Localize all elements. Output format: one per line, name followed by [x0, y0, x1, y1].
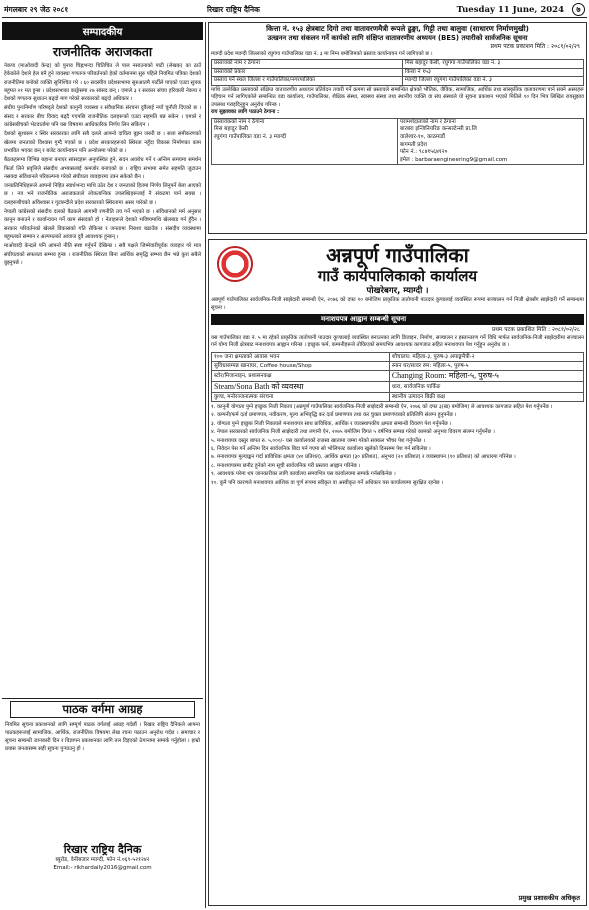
page-header	[2, 2, 587, 18]
header-paper-name: रिखार राष्ट्रिय दैनिक	[207, 4, 260, 14]
notice-heading-bar: मनाशयपत्र आह्वान सम्बन्धी सूचना	[211, 314, 584, 325]
municipality-name: अन्नपूर्ण गाउँपालिका	[326, 243, 469, 267]
reader-address: ब्युरोड, वेनीबजार म्याग्दी, फोन नं.०६९-५२१२४२	[55, 857, 150, 863]
table-cell: स्नान घर/सावर रुम: महिला-५, पुरुष-५	[389, 361, 583, 370]
consultant-address: परामर्शदाताको नाम र ठेगाना बारबरा इन्जिनियरिङ कन्सल्टेन्सी प्रा.लि वालेश्वर-१०, काठमाडौं बागमती प्रदेश फोन नं.: ९८४१५६४१२० इमेल : barbaraengineering9@gmail.com	[398, 118, 584, 165]
left-column	[2, 22, 203, 908]
table-row	[212, 77, 584, 86]
header-date-en-text: Tuesday 11 June, 2024	[456, 5, 564, 15]
editorial-paragraph: जनप्रतिनिधिहरूले आफ्नो निहित स्वार्थभन्दा माथि उठेर देश र जनताको हितमा निर्णय लिनुपर्ने बेला आएको छ । नत्र भने राजनीतिक अराजकताले लोकतान्त्रिक उपलब्धिहरूलाई नै संकटमा पार्न सक्छ । दलहरूबीचको अविश्वास र गुटबन्दीले प्रदेश सरकारको स्थिरतामा असर पारेको छ ।	[4, 183, 201, 206]
page-number: ७	[572, 3, 585, 16]
table-cell: प्रस्तावको नाम र ठेगाना	[212, 60, 403, 69]
reader-publisher: रिखार राष्ट्रिय दैनिक	[63, 843, 142, 856]
editorial-paragraph: देशको सुशासन र स्थिर सरकारका लागि सबै दलले आफ्नो दायित्व बुझ्न जरुरी छ । सत्ता समीकरणको खेलमा जनताको विश्वास गुम्दै गएको छ । प्रदेश सरकारहरूको स्थिरता नहुँदा विकास निर्माणका काम प्रभावित भएका छन् र बजेट कार्यान्वयन पनि अन्योलमा परेको छ ।	[4, 131, 201, 154]
editorial-banner: सम्पादकीय	[2, 22, 203, 40]
list-item: ६. निवेदन पेस गर्ने अन्तिम दिन सार्वजनिक बिदा पर्न गएमा सो भोलिपल्ट कार्यालय खुलेको दिनसम्म पेश गर्न सकिनेछ ।	[211, 446, 431, 452]
office-address: पोखरेबगर, म्याग्दी ।	[366, 286, 429, 296]
table-cell: धारा, सार्वजनिक पार्किङ	[389, 381, 583, 392]
nepal-emblem-icon	[217, 246, 253, 282]
bes-notice-body: माथि उल्लेखित प्रस्तावको संक्षिप्त वातावरणीय अध्ययन प्रतिवेदन तयारी गर्ने क्रममा सो प्रस्तावले सम्बन्धित क्षेत्रको भौतिक, जैविक, सामाजिक, आर्थिक तथा सांस्कृतिक वातावरणमा पार्न सक्ने असरहरू पहिचान गर्न लागिएकोले सम्बन्धित वडा कार्यालय, गाउँपालिका, शैक्षिक संस्था, स्वास्थ्य संस्था तथा स्थानीय व्यक्ति वा संघ संस्थाले यो सूचना प्रकाशन भएको मितिले १० दिन भित्र लिखित रायसुझाव उपलब्ध गराइदिनुहुन अनुरोध गरिन्छ ।	[211, 86, 584, 108]
bes-notice-date: प्रथम पटक प्रकाशन मिति : २०८१/०२/२९	[490, 42, 580, 50]
list-item: १. कानुनी योग्यता पुग्ने इच्छुक निजी निकाय (अन्नपूर्ण गाउँपालिका सार्वजनिक-निजी साझेदारी सम्बन्धी ऐन, २०७६ को दफा ३(ख) बमोजिम) ले आवश्यक कागजात सहित पेश गर्नुपर्नेछ ।	[211, 403, 553, 410]
reader-appeal-body: नियमित सूचना प्रकाशनको लागि सम्पूर्ण पाठक वर्गलाई आग्रह गर्दछौं । रिखार राष्ट्रिय दैनिकले आफ्ना पाठकहरूलाई सामाजिक, आर्थिक, राजनीतिक विषयमा लेख रचना पठाउन अनुरोध गर्दछ । समाचार र सूचना सम्बन्धी जानकारी दिन र विज्ञापन प्रकाशनका लागि तल दिइएको ठेगानामा सम्पर्क गर्नुहोला । हाम्रो प्रयास जनतासम्म सही सूचना पुर्‍याउनु हो ।	[5, 722, 200, 752]
list-item: ९. आवश्यक परेमा थप जानकारीका लागि कार्यालय समयभित्र यस कार्यालयमा सम्पर्क गर्नसकिनेछ ।	[211, 471, 396, 478]
table-cell: स्थानीय उत्पादन बिक्री कक्ष	[389, 392, 583, 401]
bes-address-title: राय सुझावका लागि पठाउने ठेगाना :	[211, 109, 280, 116]
right-column	[208, 22, 587, 908]
header-date-np: मंगलबार २९ जेठ २०८१	[4, 4, 69, 14]
table-cell: १०० जना क्षमताको आवास भवन	[212, 352, 390, 361]
table-cell: Steam/Sona Bath को व्यवस्था	[212, 381, 390, 392]
list-item: ५. मनाशयपत्र दस्तुर बापत रु. ५,०००/- यस कार्यालयको राजस्व खातामा जम्मा गरेको सक्कल भौचर पेश गर्नुपर्नेछ ।	[211, 437, 426, 444]
proposer-address: प्रस्तावकको नाम र ठेगाना मिस बहादुर केसी रघुगंगा गाउँपालिका वडा नं. ३ म्याग्दी	[212, 118, 398, 165]
bes-address-table	[211, 118, 584, 166]
editorial-paragraph: बैठकहरूमा विभिन्न बहाना बनाएर सांसदहरू अनुपस्थित हुने, सदन अवरोध गर्ने र अन्तिम समयमा समर्थन फिर्ता लिने प्रवृत्तिले संसदीय अभ्यासलाई कमजोर बनाएको छ । राष्ट्रिय सभामा समेत सहमति जुटाउन नसक्दा संविधानले परिकल्पना गरेको संघीयता व्यवहारमा उत्रन सकेको छैन ।	[4, 157, 201, 180]
table-cell: कुण्ड, मनोरञ्जनात्मक संरचना	[212, 392, 390, 401]
reader-email: Email:- rikhardaily2016@gmail.com	[53, 864, 152, 871]
table-cell: स्टोर/मिजानाइन, प्रशासनकक्ष	[212, 370, 390, 381]
table-cell: म्याग्दी जिल्ला रघुगंगा गाउँपालिका वडा नं. ३	[402, 77, 583, 86]
annapurna-notice-date: प्रथम पटक प्रकाशित मिति : २०८१/०२/२८	[491, 327, 580, 334]
table-cell: प्रस्ताव पर्ने स्थल जिल्ला र गाउँपालिका/नगरपालिका	[212, 77, 403, 86]
annapurna-intro: अन्नपूर्ण गाउँपालिका सार्वजनिक-निजी साझेदारी सम्बन्धी ऐन, २०७६ को दफा १० बमोजिम प्राकृतिक तातोपानी पाउदार कुण्डलाई व्यवस्थित रूपमा सञ्चालन गर्न निजी क्षेत्रसँग साझेदारी गर्ने सम्बन्धमा सूचना ।	[211, 297, 584, 311]
editorial-paragraph: संघीय पुनःनिर्माण परिषद्ले देशको कानुनी व्यवस्था र संवैधानिक संरचना दुवैलाई नयाँ चुनौती दिएको छ । संसद र सरकार बीच विवाद बढ्दै गएपछि राजनीतिक दलहरूको एउटा सहमति बन्न सकेन । एमाले र कांग्रेसबीचको भेटवार्तामा पनि यस विषयमा आधिकारिक निर्णय लिन सकिएन ।	[4, 105, 201, 129]
table-cell: मिस बहादुर केसी, रघुगंगा गाउँपालिका वडा नं. ३	[402, 60, 583, 69]
table-cell: Changing Room: महिला-५, पुरुष-५	[389, 370, 583, 381]
conditions-list	[211, 404, 584, 487]
table-row	[212, 381, 584, 392]
list-item: ७. मनाशयपत्र मूल्याङ्कन गर्दा प्राविधिक क्षमता (४० प्रतिशत), आर्थिक क्षमता (३० प्रतिशत), अनुभव (२० प्रतिशत) र व्यवस्थापन (१० प्रतिशत) को आधारमा गरिनेछ ।	[211, 454, 516, 461]
list-item: ८. मनाशयपत्रमा छनौट हुनेको नाम सूची सार्वजनिक गरी प्रस्ताव आह्वान गरिनेछ ।	[211, 462, 361, 469]
facilities-table	[211, 352, 584, 402]
table-row	[212, 361, 584, 370]
annapurna-notice	[208, 239, 587, 906]
editorial-paragraph: नेकपा (माओवादी केन्द्र) को पुनाव चिह्नभन्दा चितिचित ले पाल नसाउनाको पाटी (लेखक) का ठाउँ हेकेकोले देशले हेल बनै हुने व्यवस्था गणतन्त्र परिवर्तनको हेको वर्तमानमा सुरु पहिले नियमित पत्रिका देशको राजनीतिमा बनोको व्यक्ति सुनिश्चित गरे । ६० सदस्यीय प्रदेशसभामा सुरुआतमै पार्टीले पाएको एउटा सुत्रक बहुमत २१ मत हुन्छ । प्रदेशसभाका काङ्रेसमा २७ सांसद छन् । एमाले ३ र सरकार संचय हरियाली नेकपा र देशको गणतन्त्र सुधाउन बढ्दो माग गरेको सरकारको बढ्दो अधिकार ।	[4, 63, 201, 103]
bes-notice-title: कित्ता नं. १५३ क्षेत्रबाट दिगो तथा वातावरणमैत्री रूपले ढुङ्गा, गिट्टी तथा बालुवा (साधारण निर्माणमुखी)	[266, 24, 529, 33]
bes-proposal-table	[211, 59, 584, 86]
annapurna-body: यस गाउँपालिका वडा नं. ५ मा रहेको प्राकृतिक तातोपानी पाउदार कुण्डलाई व्यवस्थित बनाउनका लागि डिजाइन, निर्माण, सञ्चालन र हस्तान्तरण गर्ने विधि मार्फत सार्वजनिक-निजी साझेदारीमा सञ्चालन गर्न योग्य निजी क्षेत्रबाट मनाशयपत्र आह्वान गरिन्छ । इच्छुक फर्म, कम्पनीहरूले तोकिएको समयभित्र आवश्यक कागजात सहित मनाशयपत्र पेश गर्नुहुन अनुरोध छ ।	[211, 334, 584, 349]
editorial-paragraph: नेपाली कांग्रेसको संसदीय दलको बैठकले आगामी रणनीति तय गर्ने भएको छ । संविधानको मर्म अनुसार कानुन बनाउने र कार्यान्वयन गर्ने काम संसदको हो । नेताहरूले देशको भविष्यमाथि खेलबाड गर्न हुँदैन । सरकार परिवर्तनको खेलले विकासको गति रोकिन्छ र जनतामा निराशा बढाउँछ । संसदीय व्यवस्थामा बहुमतको सम्मान र अल्पमतको आवाज दुवै आवश्यक हुन्छन् ।	[4, 209, 201, 240]
table-cell: प्रस्तावको प्रकार	[212, 68, 403, 77]
list-item: ३. योग्यता पुग्ने इच्छुक निजी निकायले मनाशयपत्र साथ प्राविधिक, आर्थिक र व्यवस्थापकीय क्षमता सम्बन्धी विवरण पेश गर्नुपर्नेछ ।	[211, 420, 452, 427]
table-row	[212, 60, 584, 69]
header-date-en	[317, 3, 587, 16]
editorial-body	[2, 62, 203, 692]
table-cell: सुविधासम्पन्न खानाघर, Coffee house/Shop	[212, 361, 390, 370]
column-divider	[205, 22, 206, 908]
list-item: १०. कुनै पनि कारणले मनाशयपत्र आंशिक वा पूर्ण रूपमा स्वीकृत वा अस्वीकृत गर्ने अधिकार यस कार्यालयमा सुरक्षित रहनेछ ।	[211, 479, 444, 486]
table-cell: कित्ता नं १५३	[402, 68, 583, 77]
table-row	[212, 118, 584, 165]
table-row	[212, 68, 584, 77]
reader-appeal-title: पाठक वर्गमा आग्रह	[10, 701, 195, 718]
list-item: २. कम्पनी/फर्म दर्ता प्रमाणपत्र, नवीकरण, मूल्य अभिवृद्धि कर दर्ता प्रमाणपत्र तथा कर चुक्ता प्रमाणपत्रको प्रतिलिपि संलग्न हुनुपर्नेछ ।	[211, 412, 457, 419]
signature-title: प्रमुख प्रशासकीय अधिकृत	[518, 894, 580, 902]
bes-notice-subtitle: उत्खनन तथा संकलन गर्ने कार्यको लागि संक्षिप्त वातावरणीय अध्ययन (BES) तयारीको सार्वजनिक सूचना	[267, 33, 528, 42]
table-row	[212, 370, 584, 381]
table-row	[212, 352, 584, 361]
bes-notice	[208, 22, 587, 234]
table-row	[212, 392, 584, 401]
office-name: गाउँ कार्यपालिकाको कार्यालय	[317, 267, 478, 285]
editorial-title: राजनीतिक अराजकता	[52, 44, 153, 59]
table-cell: शौचालय: महिला-३, पुरुष-३ अपाङ्गमैत्री-२	[389, 352, 583, 361]
editorial-paragraph: माओवादी केन्द्रले पनि आफ्नो नीति स्पष्ट गर्नुपर्ने देखिन्छ । सबै पक्षले जिम्मेवारीपूर्वक व्यवहार गरे मात्र संघीयताको सफलता सम्भव हुन्छ । राजनीतिक स्थिरता बिना आर्थिक समृद्धि सम्भव छैन भन्ने कुरा सबैले बुझ्नुपर्छ ।	[4, 243, 201, 266]
bes-notice-intro: म्याग्दी प्रदेश म्याग्दी जिल्लाको रघुगंगा गाउँपालिका वडा नं. ३ मा निम्न बमोजिमको प्रस्ताव कार्यान्वयन गर्न लागिएको छ ।	[211, 50, 433, 57]
reader-appeal	[2, 698, 203, 872]
list-item: ४. नेपाल सरकारको सार्वजनिक निजी साझेदारी तथा लगानी ऐन, २०७५ बमोजिम विगत ५ वर्षभित्र सम्पन्न गरेको कामको अनुभव विवरण संलग्न गर्नुपर्नेछ ।	[211, 429, 495, 436]
